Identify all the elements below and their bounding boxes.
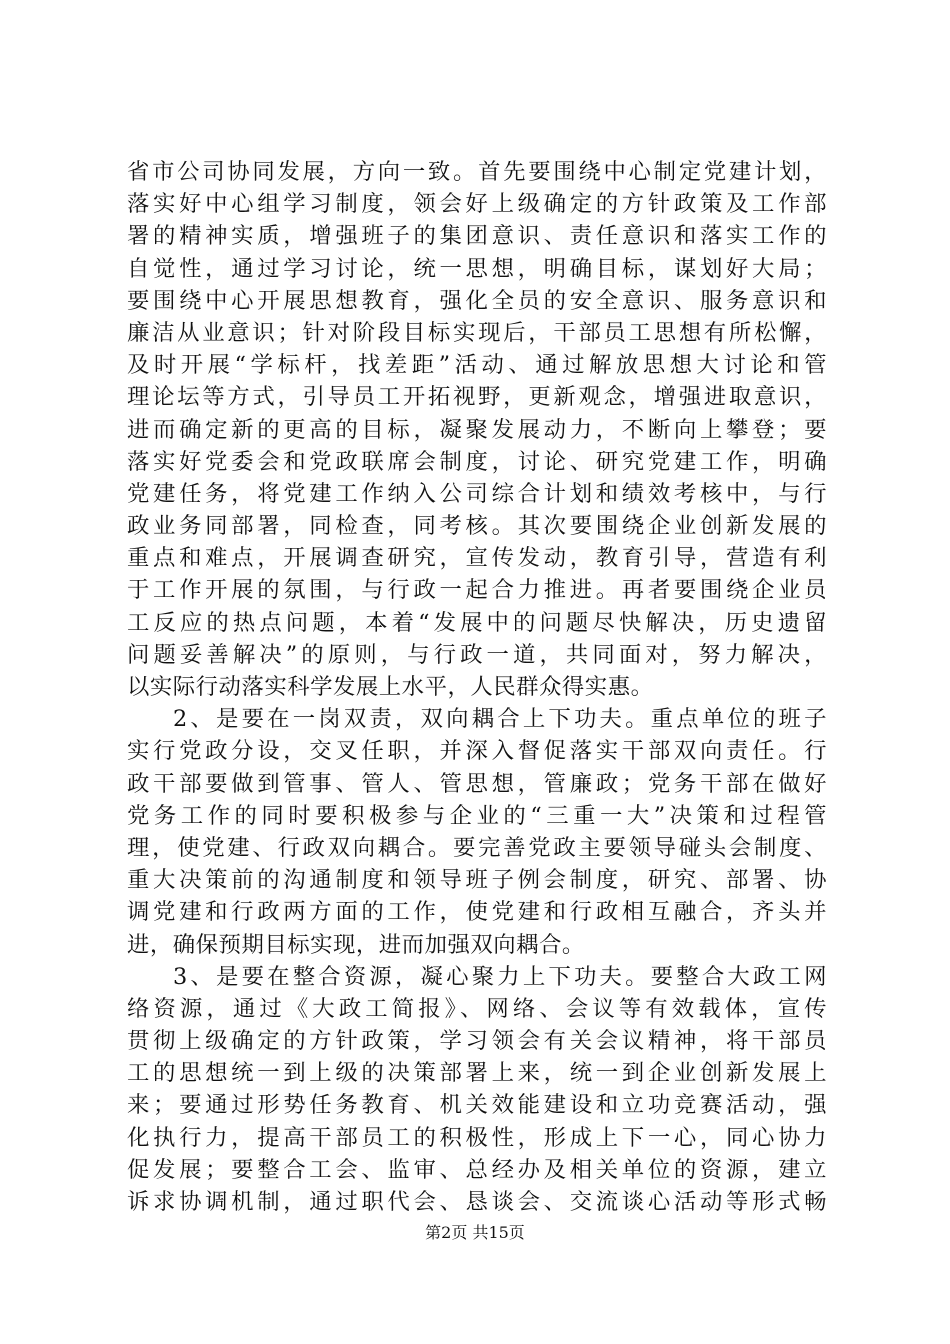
text-line: 自觉性，通过学习讨论，统一思想，明确目标，谋划好大局； <box>127 255 827 282</box>
text-line: 实行党政分设，交叉任职，并深入督促落实干部双向责任。行 <box>127 738 827 765</box>
text-line: 及时开展“学标杆，找差距”活动、通过解放思想大讨论和管 <box>127 352 827 379</box>
text-line: 调党建和行政两方面的工作，使党建和行政相互融合，齐头并 <box>127 899 827 926</box>
text-line: 进而确定新的更高的目标，凝聚发展动力，不断向上攀登；要 <box>127 416 827 443</box>
body-text <box>127 156 827 1218</box>
text-line: 署的精神实质，增强班子的集团意识、责任意识和落实工作的 <box>127 223 827 250</box>
text-line: 工的思想统一到上级的决策部署上来，统一到企业创新发展上 <box>127 1060 827 1087</box>
text-line: 贯彻上级确定的方针政策，学习领会有关会议精神，将干部员 <box>127 1028 827 1055</box>
text-line: 重大决策前的沟通制度和领导班子例会制度，研究、部署、协 <box>127 867 827 894</box>
text-line: 工反应的热点问题，本着“发展中的问题尽快解决，历史遗留 <box>127 609 827 636</box>
text-line: 来；要通过形势任务教育、机关效能建设和立功竞赛活动，强 <box>127 1092 827 1119</box>
text-line: 政业务同部署，同检查，同考核。其次要围绕企业创新发展的 <box>127 513 827 540</box>
text-line: 进，确保预期目标实现，进而加强双向耦合。 <box>127 931 585 958</box>
text-line: 省市公司协同发展，方向一致。首先要围绕中心制定党建计划， <box>127 159 827 185</box>
text-line: 党建任务，将党建工作纳入公司综合计划和绩效考核中，与行 <box>127 480 827 507</box>
text-line: 政干部要做到管事、管人、管思想，管廉政；党务干部在做好 <box>127 770 827 797</box>
text-line: 络资源，通过《大政工简报》、网络、会议等有效载体，宣传 <box>127 995 827 1022</box>
text-line: 诉求协调机制，通过职代会、恳谈会、交流谈心活动等形式畅 <box>127 1189 827 1215</box>
text-line: 党务工作的同时要积极参与企业的“三重一大”决策和过程管 <box>127 802 827 829</box>
text-line: 于工作开展的氛围，与行政一起合力推进。再者要围绕企业员 <box>127 577 827 604</box>
text-line: 要围绕中心开展思想教育，强化全员的安全意识、服务意识和 <box>127 287 827 314</box>
text-line: 化执行力，提高干部员工的积极性，形成上下一心，同心协力 <box>127 1124 827 1151</box>
text-line: 落实好党委会和党政联席会制度，讨论、研究党建工作，明确 <box>127 448 827 475</box>
text-line: 以实际行动落实科学发展上水平，人民群众得实惠。 <box>127 674 654 700</box>
text-line: 重点和难点，开展调查研究，宣传发动，教育引导，营造有利 <box>127 545 827 572</box>
text-line: 廉洁从业意识；针对阶段目标实现后，干部员工思想有所松懈， <box>127 319 827 346</box>
text-line: 落实好中心组学习制度，领会好上级确定的方针政策及工作部 <box>127 191 827 218</box>
paragraph-first-line: 3、是要在整合资源，凝心聚力上下功夫。要整合大政工网 <box>173 963 827 990</box>
page-number-footer: 第2页 共15页 <box>425 1223 525 1242</box>
paragraph-first-line: 2、是要在一岗双责，双向耦合上下功夫。重点单位的班子 <box>173 706 827 733</box>
text-line: 理论坛等方式，引导员工开拓视野，更新观念，增强进取意识， <box>127 384 827 411</box>
text-line: 促发展；要整合工会、监审、总经办及相关单位的资源，建立 <box>127 1156 827 1183</box>
text-line: 问题妥善解决”的原则，与行政一道，共同面对，努力解决， <box>127 641 827 668</box>
text-line: 理，使党建、行政双向耦合。要完善党政主要领导碰头会制度、 <box>127 834 827 861</box>
